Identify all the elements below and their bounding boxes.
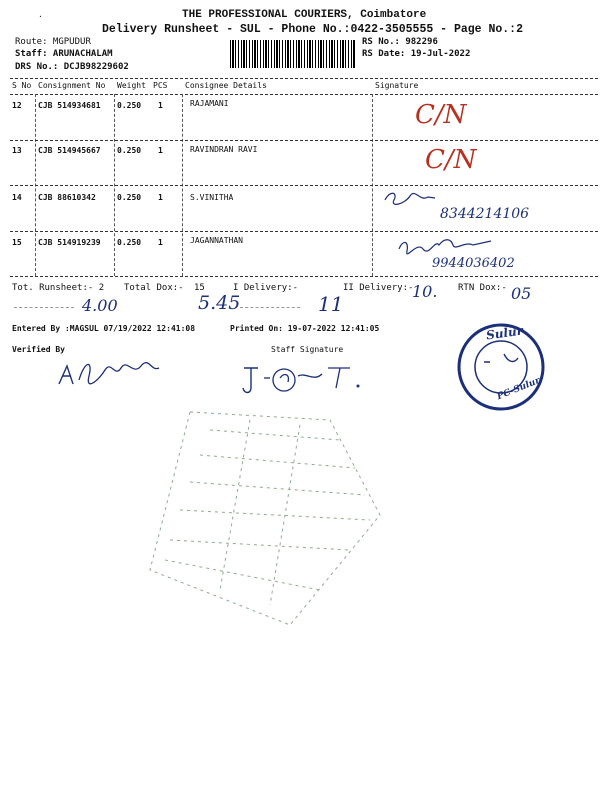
col-consignment: Consignment No <box>38 81 106 90</box>
row-weight: 0.250 <box>117 146 142 155</box>
drs-number: DRS No.: DCJB98229602 <box>15 62 129 72</box>
total-dox-label: Total Dox:- <box>124 283 184 293</box>
handwritten-time-1: 4.00 <box>82 296 118 315</box>
stamp-bottom-text: PC-Sulur <box>495 375 542 403</box>
row-pcs: 1 <box>158 101 163 110</box>
table-header <box>10 78 598 94</box>
row-pcs: 1 <box>158 146 163 155</box>
table-bottom-rule <box>10 276 598 277</box>
row-signature: C/N <box>415 100 467 130</box>
handwritten-time-2: 5.45 <box>198 292 241 314</box>
row-consignee: JAGANNATHAN <box>190 236 243 245</box>
row-consignment: CJB 514919239 <box>38 238 101 247</box>
total-dox-value: 15 <box>194 283 205 293</box>
faint-rule <box>240 307 300 308</box>
col-weight: Weight <box>117 81 146 90</box>
row-sno: 14 <box>12 193 22 202</box>
verifier-signature <box>55 350 165 390</box>
row-rule <box>10 140 598 141</box>
rs-number: RS No.: 982296 <box>362 37 438 47</box>
staff-signature-label: Staff Signature <box>271 345 344 354</box>
col-sno: S No <box>12 81 32 90</box>
route-label: Route: MGPUDUR <box>15 37 91 47</box>
bleed-through-stamp <box>130 400 410 640</box>
row-consignee: RAJAMANI <box>190 99 229 108</box>
ii-delivery-label: II Delivery:- <box>343 283 414 293</box>
row-weight: 0.250 <box>117 193 142 202</box>
row-sno: 12 <box>12 101 22 110</box>
col-consignee: Consignee Details <box>185 81 267 90</box>
staff-label: Staff: ARUNACHALAM <box>15 49 113 59</box>
scan-mark: · <box>38 12 43 21</box>
stamp-top-text: Sulur <box>485 323 524 343</box>
customer-signature-scribble <box>395 235 495 257</box>
i-delivery-label: I Delivery:- <box>233 283 299 293</box>
staff-signature <box>240 360 370 400</box>
row-sno: 13 <box>12 146 22 155</box>
row-consignment: CJB 514934681 <box>38 101 101 110</box>
company-title: THE PROFESSIONAL COURIERS, Coimbatore <box>182 9 427 21</box>
faint-rule <box>14 307 74 308</box>
row-weight: 0.250 <box>117 101 142 110</box>
row-consignee: RAVINDRAN RAVI <box>190 145 258 154</box>
row-weight: 0.250 <box>117 238 142 247</box>
handwritten-rtn: 05 <box>511 284 532 303</box>
row-signature: C/N <box>425 145 477 175</box>
rtn-dox-label: RTN Dox:- <box>458 283 507 293</box>
col-signature: Signature <box>375 81 419 90</box>
barcode <box>230 40 355 68</box>
handwritten-i-delivery: 11 <box>318 292 344 316</box>
row-signature: 8344214106 <box>440 206 530 222</box>
row-consignee: S.VINITHA <box>190 193 234 202</box>
row-rule <box>10 231 598 232</box>
table-header-rule <box>10 94 598 95</box>
office-stamp <box>456 322 546 412</box>
entered-by: Entered By :MAGSUL 07/19/2022 12:41:08 <box>12 324 196 333</box>
customer-signature-scribble <box>380 188 440 208</box>
row-pcs: 1 <box>158 193 163 202</box>
row-signature: 9944036402 <box>432 256 515 271</box>
verified-by-label: Verified By <box>12 345 65 354</box>
tot-runsheet: Tot. Runsheet:- 2 <box>12 283 105 293</box>
rs-date: RS Date: 19-Jul-2022 <box>362 49 471 59</box>
col-pcs: PCS <box>153 81 168 90</box>
row-pcs: 1 <box>158 238 163 247</box>
row-sno: 15 <box>12 238 22 247</box>
row-rule <box>10 185 598 186</box>
handwritten-ii-delivery: 10. <box>412 282 438 301</box>
printed-on: Printed On: 19-07-2022 12:41:05 <box>230 324 380 333</box>
runsheet-title: Delivery Runsheet - SUL - Phone No.:0422-3505555 - Page No.:2 <box>102 23 523 36</box>
row-consignment: CJB 514945667 <box>38 146 101 155</box>
row-consignment: CJB 88610342 <box>38 193 96 202</box>
